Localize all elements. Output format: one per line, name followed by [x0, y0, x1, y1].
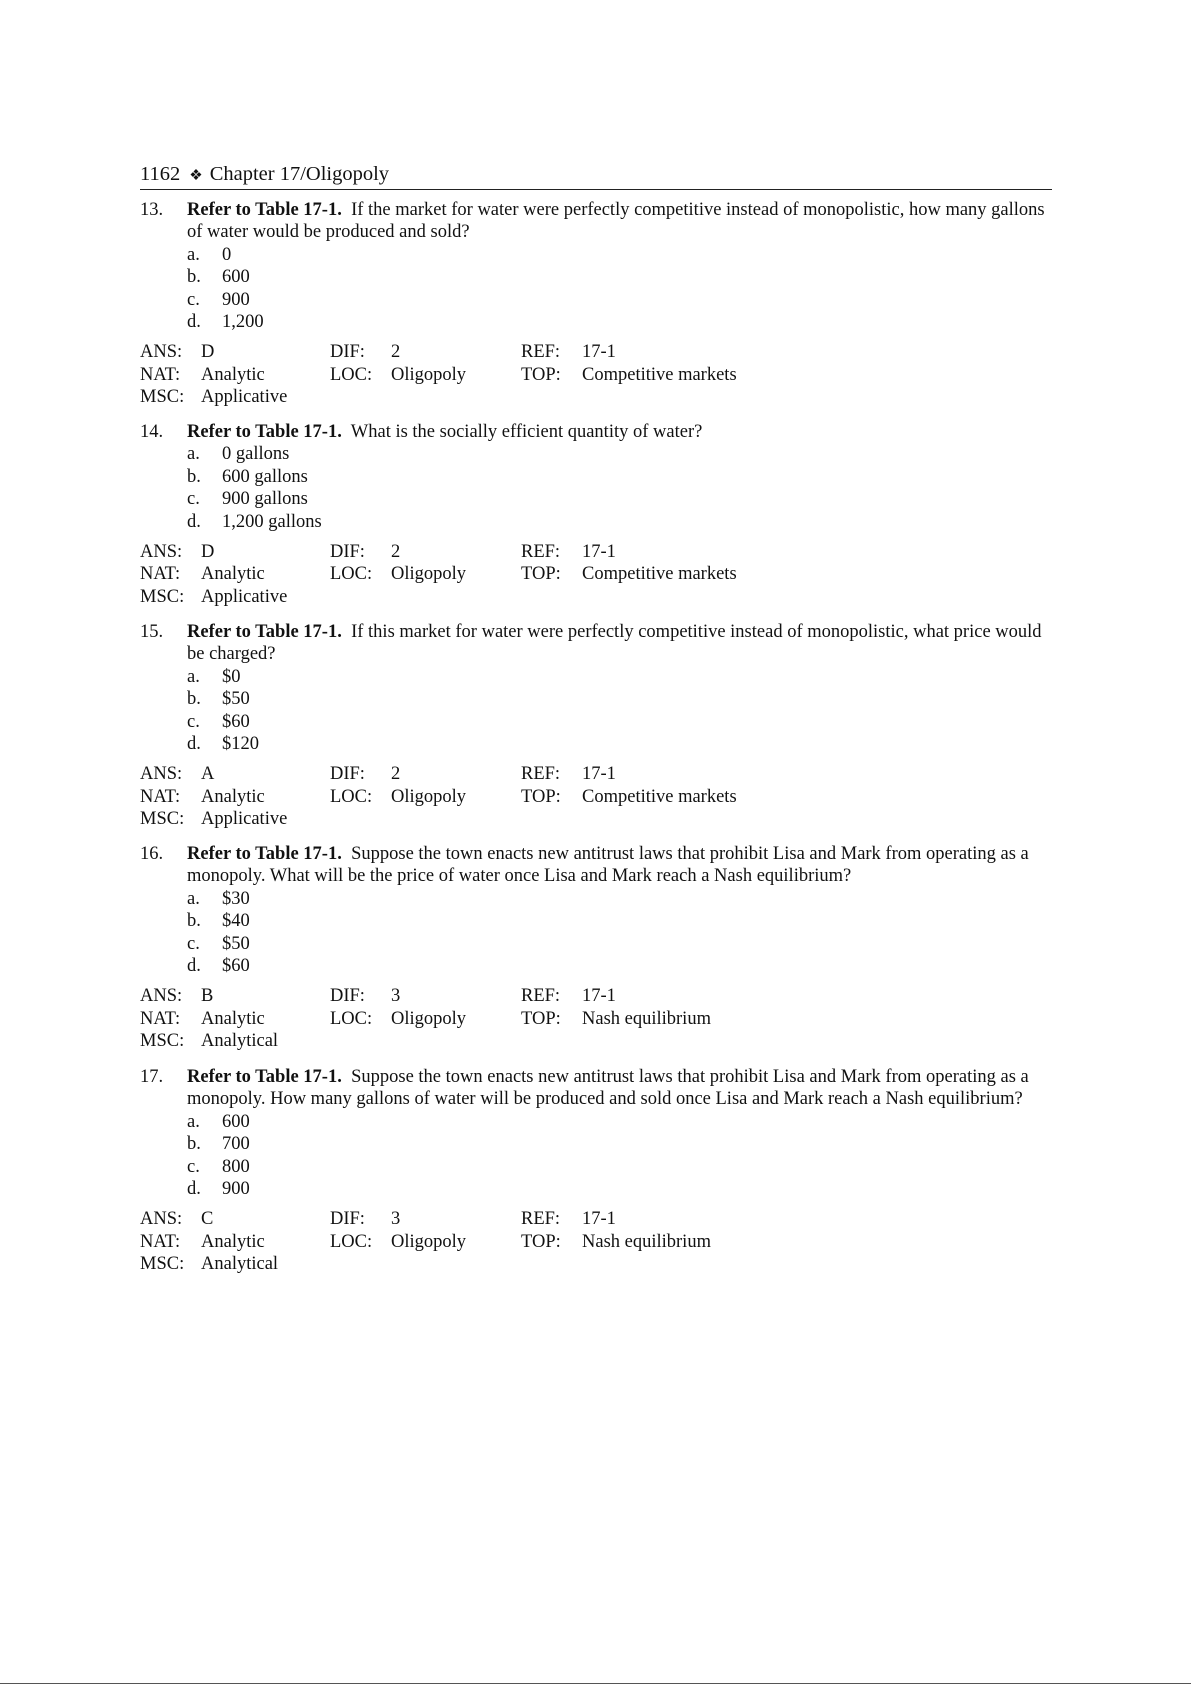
- option-a: a. 0 gallons: [187, 444, 290, 465]
- table-reference: Refer to Table 17-1.: [187, 200, 342, 220]
- question-stem: [187, 843, 1052, 888]
- question-text: Suppose the town enacts new antitrust laws that prohibit Lisa and Mark from operating as a monopoly. How many gallons of water will be produced and sold once Lisa and Mark reach a Nash equilibrium?: [187, 1067, 1029, 1110]
- option-b: b. 600: [187, 267, 250, 288]
- page-bottom-rule: [0, 1683, 1191, 1684]
- options-list: [187, 666, 1052, 756]
- page-header: [140, 162, 1052, 190]
- question-14: [140, 421, 1052, 608]
- question-stem: [187, 199, 1052, 244]
- option-d: d. $60: [187, 955, 250, 976]
- question-text: If the market for water were perfectly competitive instead of monopolistic, how many gallons of water would be produced and sold?: [187, 200, 1045, 243]
- question-number: 16.: [140, 844, 164, 864]
- question-text: Suppose the town enacts new antitrust laws that prohibit Lisa and Mark from operating as a monopoly. What will be the price of water once Lisa and Mark reach a Nash equilibrium?: [187, 844, 1029, 887]
- question-15: [140, 621, 1052, 831]
- option-b: b. $50: [187, 689, 250, 710]
- options-list: [187, 244, 1052, 334]
- answer-metadata: ANS: D DIF: 2 REF: 17-1 NAT: Analytic LOC: Oligopoly TOP: Competitive markets MSC: Applicative: [140, 541, 737, 607]
- table-reference: Refer to Table 17-1.: [187, 422, 342, 442]
- answer-key: D: [201, 342, 215, 363]
- answer-key: D: [201, 541, 215, 562]
- chapter-title: Chapter 17/Oligopoly: [209, 163, 390, 185]
- diamond-icon: ❖: [189, 168, 203, 184]
- options-list: [187, 1111, 1052, 1201]
- question-16: [140, 843, 1052, 1053]
- question-text: If this market for water were perfectly competitive instead of monopolistic, what price would be charged?: [187, 622, 1042, 665]
- option-b: b. $40: [187, 911, 250, 932]
- answer-key: C: [201, 1209, 214, 1230]
- page-number: 1162: [140, 163, 181, 185]
- option-d: d. 1,200: [187, 311, 264, 332]
- option-a: a. $0: [187, 666, 241, 687]
- option-c: c. $60: [187, 711, 250, 732]
- answer-metadata: ANS: C DIF: 3 REF: 17-1 NAT: Analytic LOC: Oligopoly TOP: Nash equilibrium MSC: Analytical: [140, 1209, 711, 1275]
- answer-metadata: ANS: A DIF: 2 REF: 17-1 NAT: Analytic LOC: Oligopoly TOP: Competitive markets MSC: Applicative: [140, 764, 737, 830]
- options-list: [187, 888, 1052, 978]
- option-c: c. $50: [187, 933, 250, 954]
- answer-metadata: ANS: D DIF: 2 REF: 17-1 NAT: Analytic LOC: Oligopoly TOP: Competitive markets MSC: Applicative: [140, 342, 737, 408]
- table-reference: Refer to Table 17-1.: [187, 622, 342, 642]
- question-number: 15.: [140, 622, 164, 642]
- question-text: What is the socially efficient quantity of water?: [350, 422, 703, 442]
- option-d: d. $120: [187, 733, 259, 754]
- table-reference: Refer to Table 17-1.: [187, 1067, 342, 1087]
- option-c: c. 800: [187, 1156, 250, 1177]
- answer-key: B: [201, 986, 214, 1007]
- question-number: 13.: [140, 200, 164, 220]
- options-list: [187, 443, 1052, 533]
- option-b: b. 600 gallons: [187, 466, 308, 487]
- document-page: [140, 0, 1052, 1685]
- option-d: d. 900: [187, 1178, 250, 1199]
- option-c: c. 900: [187, 289, 250, 310]
- question-number: 17.: [140, 1067, 164, 1087]
- option-a: a. 0: [187, 244, 232, 265]
- question-17: [140, 1066, 1052, 1276]
- option-b: b. 700: [187, 1134, 250, 1155]
- option-c: c. 900 gallons: [187, 489, 308, 510]
- table-reference: Refer to Table 17-1.: [187, 844, 342, 864]
- option-d: d. 1,200 gallons: [187, 511, 322, 532]
- option-a: a. 600: [187, 1111, 250, 1132]
- question-stem: [187, 621, 1052, 666]
- question-stem: [187, 421, 1052, 443]
- question-13: [140, 199, 1052, 409]
- answer-metadata: ANS: B DIF: 3 REF: 17-1 NAT: Analytic LOC: Oligopoly TOP: Nash equilibrium MSC: Analytical: [140, 986, 711, 1052]
- question-number: 14.: [140, 422, 164, 442]
- answer-key: A: [201, 764, 215, 785]
- question-stem: [187, 1066, 1052, 1111]
- option-a: a. $30: [187, 888, 250, 909]
